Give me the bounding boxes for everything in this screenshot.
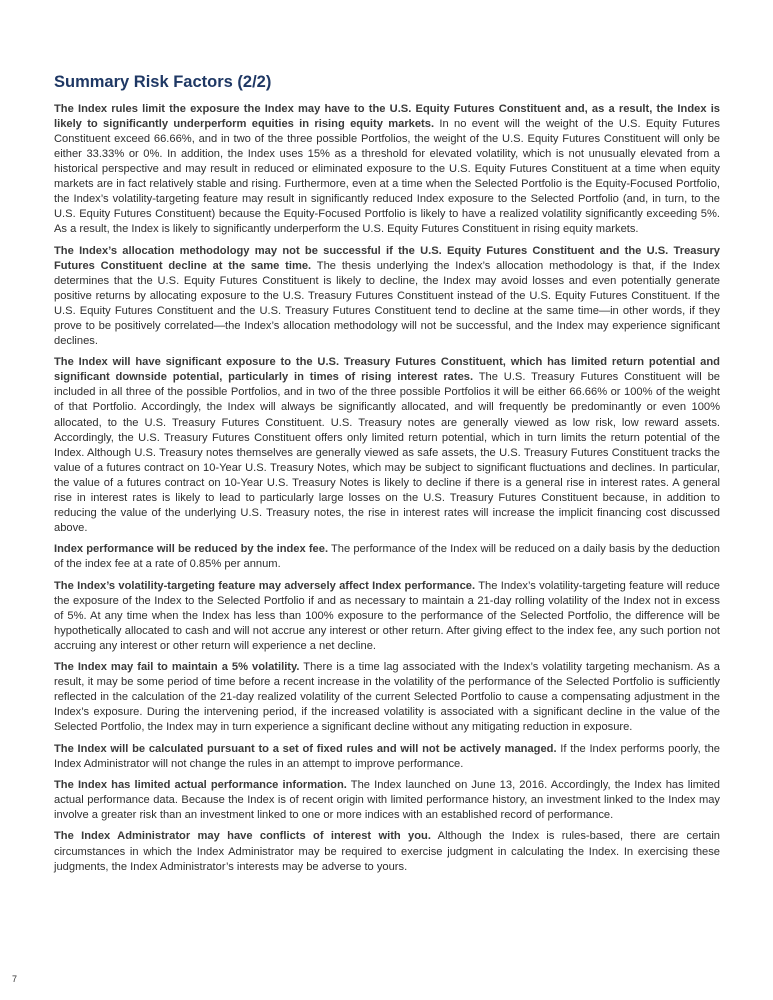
paragraph-equity-exposure-limit: [54, 102, 720, 237]
paragraph-lead: The Index’s volatility-targeting feature may adversely affect Index performance.: [54, 579, 476, 592]
paragraph-index-fee: [54, 542, 720, 572]
paragraph-lead: The Index will be calculated pursuant to a set of fixed rules and will not be actively managed.: [54, 742, 557, 755]
paragraph-lead: The Index may fail to maintain a 5% volatility.: [54, 661, 300, 674]
paragraph-text: There is a time lag associated with the Index’s volatility targeting mechanism. As a result, it may be some period of time before a recent increase in the volatility of the performance of the Selected Portfolio is sufficiently reflected in the calculation of the 21-day realized volatility of the current Selected Portfolio to cause a compensating adjustment in the Index’s exposure. During the intervening period, if the increased volatility is associated with a significant decline in the value of the Selected Portfolio, the Index may in turn experience a significant decline without any mitigating reduction in exposure.: [54, 661, 720, 734]
paragraph-lead: The Index rules limit the exposure the Index may have to the U.S. Equity Futures Constituent and, as a result, the Index is likely to significantly underperform equities in rising equity markets.: [54, 103, 720, 131]
paragraph-text: Although the Index is rules-based, there are certain circumstances in which the Index Administrator may be required to exercise judgment in calculating the Index. In exercising these judgments, the Index Administrator’s interests may be adverse to yours.: [54, 830, 720, 873]
risk-factors-body: [54, 102, 720, 881]
paragraph-lead: The Index has limited actual performance information.: [54, 779, 347, 792]
paragraph-text: The thesis underlying the Index’s allocation methodology is that, if the Index determines that the U.S. Equity Futures Constituent is likely to decline, the Index may avoid losses and even potentially generate positive returns by allocating exposure to the U.S. Treasury Futures Constituent instead of the U.S. Equity Futures Constituent. If the U.S. Equity Futures Constituent and the U.S. Treasury Futures Constituent tend to decline at the same time—in other words, if they prove to be positively correlated—the Index’s allocation methodology will not be successful, and the Index may experience significant declines.: [54, 259, 721, 347]
paragraph-fixed-rules: [54, 742, 720, 772]
paragraph-lead: The Index’s allocation methodology may not be successful if the U.S. Equity Futures Constituent and the U.S. Treasury Futures Constituent decline at the same time.: [54, 244, 720, 272]
paragraph-text: The Index’s volatility-targeting feature will reduce the exposure of the Index to the Selected Portfolio if and as necessary to maintain a 21-day rolling volatility of the Index not in excess of 5%. At any time when the Index has less than 100% exposure to the performance of the Selected Portfolio, the difference will be hypothetically allocated to cash and will not accrue any interest or other return. After giving effect to the index fee, any such portion not accruing any interest or other return will experience a net decline.: [54, 579, 720, 652]
paragraph-text: In no event will the weight of the U.S. Equity Futures Constituent exceed 66.66%, and in two of the three possible Portfolios, the weight of the U.S. Equity Futures Constituent will only be either 33.33% or 0%. In addition, the Index uses 15% as a threshold for elevated volatility, which is not unusually elevated from a historical perspective and may result in reduced or eliminated exposure to the U.S. Equity Futures Constituent at a time when equity markets are in fact relatively stable and rising. Furthermore, even at a time when the Selected Portfolio is the Equity-Focused Portfolio, the Index’s volatility-targeting feature may result in significantly reduced Index exposure to the Selected Portfolio (and, in turn, to the U.S. Equity Futures Constituent) because the Equity-Focused Portfolio is likely to have a realized volatility significantly exceeding 5%. As a result, the Index is likely to significantly underperform the U.S. Equity Futures Constituent in rising equity markets.: [54, 118, 720, 236]
paragraph-text: The U.S. Treasury Futures Constituent will be included in all three of the possible Portfolios, and in two of the three possible Portfolios it will be either 66.66% or 100% of the weight of that Portfolio. Accordingly, the Index will always be significantly allocated, and will frequently be predominantly or even 100% allocated, to the U.S. Treasury Futures Constituent. U.S. Treasury notes are generally viewed as low risk, low reward assets. Accordingly, the U.S. Treasury Futures Constituent offers only limited return potential, which in turn limits the return potential of the Index. Although U.S. Treasury notes themselves are generally viewed as safe assets, the U.S. Treasury Futures Constituent tracks the value of a futures contract on 10-Year U.S. Treasury Notes, which may be subject to significant fluctuations and declines. In particular, the value of a futures contract on 10-Year U.S. Treasury Notes is likely to decline if there is a general rise in interest rates. A general rise in interest rates is likely to lead to particularly large losses on the U.S. Treasury Futures Constituent because, in addition to reducing the value of the underlying U.S. Treasury notes, the rise in interest rates will increase the implicit financing cost discussed above.: [54, 371, 720, 534]
page-title: Summary Risk Factors (2/2): [54, 73, 272, 91]
paragraph-text: If the Index performs poorly, the Index Administrator will not change the rules in an attempt to improve performance.: [54, 742, 720, 770]
paragraph-text: The Index launched on June 13, 2016. Accordingly, the Index has limited actual performance data. Because the Index is of recent origin with limited performance history, an investment linked to the Index may involve a greater risk than an investment linked to one or more indices with an established record of performance.: [54, 779, 720, 822]
paragraph-allocation-methodology: [54, 244, 720, 349]
paragraph-conflicts-of-interest: [54, 829, 720, 874]
page-number: 7: [12, 974, 18, 984]
paragraph-text: The performance of the Index will be reduced on a daily basis by the deduction of the index fee at a rate of 0.85% per annum.: [54, 543, 720, 571]
paragraph-lead: The Index will have significant exposure to the U.S. Treasury Futures Constituent, which has limited return potential and significant downside potential, particularly in times of rising interest rates.: [54, 356, 720, 384]
paragraph-treasury-exposure: [54, 355, 720, 536]
paragraph-volatility-targeting: [54, 579, 720, 654]
paragraph-volatility-lag: [54, 660, 720, 735]
paragraph-lead: Index performance will be reduced by the index fee.: [54, 543, 329, 556]
paragraph-limited-history: [54, 778, 720, 823]
paragraph-lead: The Index Administrator may have conflicts of interest with you.: [54, 830, 431, 843]
